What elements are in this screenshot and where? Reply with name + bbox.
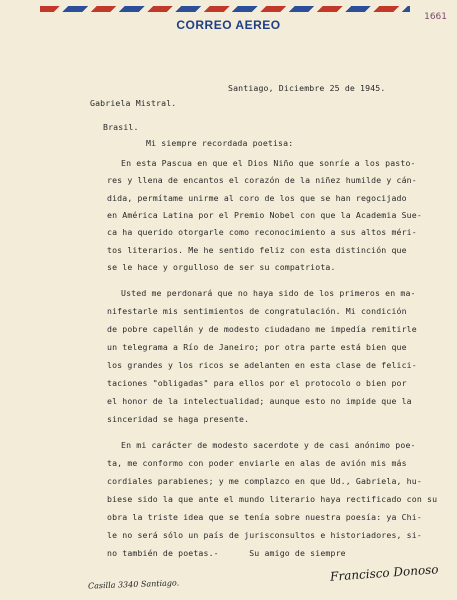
body-line: los grandes y los ricos se adelanten en esta clase de felici-: [107, 360, 417, 370]
date-line: Santiago, Diciembre 25 de 1945.: [228, 83, 386, 93]
airmail-stripe-border: [40, 6, 410, 12]
body-line: nifestarle mis sentimientos de congratulación. Mi condición: [107, 306, 407, 316]
body-line: dida, permítame unirme al coro de los que se han regocijado: [107, 193, 407, 203]
body-line: ta, me conformo con poder enviarle en alas de avión mis más: [107, 458, 407, 468]
body-line: le no será sólo un país de jurisconsultos e historiadores, si-: [107, 530, 422, 540]
body-line: cordiales parabienes; y me complazco en que Ud., Gabriela, hu-: [107, 476, 422, 486]
body-line: obra la triste idea que se tenía sobre nuestra poesía: ya Chi-: [107, 512, 422, 522]
body-line: un telegrama a Río de Janeiro; por otra parte está bien que: [107, 342, 407, 352]
body-line: Usted me perdonará que no haya sido de los primeros en ma-: [121, 288, 416, 298]
salutation: Mi siempre recordada poetisa:: [146, 138, 294, 148]
body-line: se le hace y orgulloso de ser su compatriota.: [107, 262, 336, 272]
body-line: en América Latina por el Premio Nobel con que la Academia Sue-: [107, 210, 422, 220]
body-line: En esta Pascua en que el Dios Niño que sonríe a los pasto-: [121, 158, 416, 168]
signature: Francisco Donoso: [330, 562, 440, 584]
body-line: En mi carácter de modesto sacerdote y de casi anónimo poe-: [121, 440, 416, 450]
body-line: biese sido la que ante el mundo literario haya rectificado con su: [107, 494, 438, 504]
letterhead-title: CORREO AEREO: [176, 18, 281, 32]
body-line: el honor de la intelectualidad; aunque esto no impide que la: [107, 396, 412, 406]
archive-number: 1661: [424, 12, 447, 22]
postal-box-note: Casilla 3340 Santiago.: [87, 578, 180, 591]
recipient-name: Gabriela Mistral.: [90, 98, 177, 108]
body-line: taciones "obligadas" para ellos por el protocolo o bien por: [107, 378, 407, 388]
body-line: tos literarios. Me he sentido feliz con esta distinción que: [107, 245, 407, 255]
body-line: res y llena de encantos el corazón de la niñez humilde y cán-: [107, 175, 417, 185]
body-line: de pobre capellán y de modesto ciudadano me impedía remitirle: [107, 324, 417, 334]
body-line: ca ha querido otorgarle como reconocimiento a sus altos méri-: [107, 227, 417, 237]
recipient-place: Brasil.: [103, 122, 139, 132]
body-line: sinceridad se haga presente.: [107, 414, 250, 424]
body-line: no también de poetas.- Su amigo de siempre: [107, 548, 346, 558]
